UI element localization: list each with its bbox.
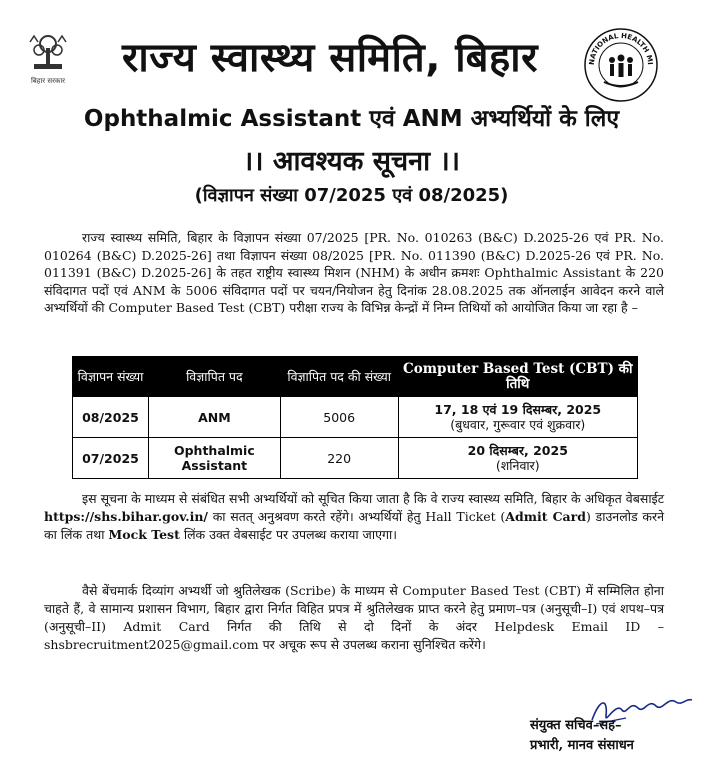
header-count: विज्ञापित पद की संख्या bbox=[280, 357, 398, 397]
signatory-designation bbox=[530, 716, 700, 756]
cell-post: Ophthalmic Assistant bbox=[148, 438, 280, 479]
cell-post: ANM bbox=[148, 397, 280, 438]
para2-text: का सतत् अनुश्रवण करते रहेंगे। अभ्यर्थियों हेतु Hall Ticket ( bbox=[207, 509, 506, 524]
header-post: विज्ञापित पद bbox=[148, 357, 280, 397]
cbt-days: (शनिवार) bbox=[495, 458, 540, 473]
important-notice-heading: ।। आवश्यक सूचना ।। bbox=[243, 146, 460, 177]
website-link[interactable]: https://shs.bihar.gov.in/ bbox=[44, 509, 208, 524]
cell-cbt-date bbox=[398, 397, 637, 438]
notice-subtitle: Ophthalmic Assistant एवं ANM अभ्यर्थियों के लिए bbox=[83, 106, 620, 132]
emblem-caption: बिहार सरकार bbox=[30, 77, 66, 85]
table-header-row bbox=[73, 357, 638, 397]
table-row bbox=[73, 397, 638, 438]
cell-ad-no: 07/2025 bbox=[73, 438, 149, 479]
cell-count: 5006 bbox=[280, 397, 398, 438]
para2-text: ) डाउनलोड करने का लिंक तथा bbox=[44, 509, 665, 542]
advertisement-reference: (विज्ञापन संख्या 07/2025 एवं 08/2025) bbox=[194, 185, 509, 206]
scribe-paragraph: वैसे बेंचमार्क दिव्यांग अभ्यर्थी जो श्रुतिलेखक (Scribe) के माध्यम से Computer Based Test (CBT) में सम्मिलित होना चाहते हैं, वे सामान्य प्रशासन विभाग, बिहार द्वारा निर्गत विहित प्रपत्र में श्रुतिलेखक प्राप्त करने हेतु प्रमाण–पत्र (अनुसूची–I) एवं शपथ–पत्र (अनुसूची–II) Admit Card निर्गत की तिथि से दो दिनों के अंदर Helpdesk Email ID – shsbrecruitment2025@gmail.com पर अचूक रूप से उपलब्ध कराना सुनिश्चित करेंगे। bbox=[44, 583, 664, 652]
cbt-dates: 17, 18 एवं 19 दिसम्बर, 2025 bbox=[434, 402, 602, 417]
national-health-mission-logo-icon bbox=[582, 26, 660, 104]
cbt-days: (बुधवार, गुरूवार एवं शुक्रवार) bbox=[450, 417, 586, 432]
header-ad-no: विज्ञापन संख्या bbox=[73, 357, 149, 397]
designation-line-1: संयुक्त सचिव–सह– bbox=[530, 718, 622, 733]
cell-cbt-date bbox=[398, 438, 637, 479]
cbt-schedule-table bbox=[72, 356, 638, 479]
cell-count: 220 bbox=[280, 438, 398, 479]
organization-title: राज्य स्वास्थ्य समिति, बिहार bbox=[122, 35, 538, 81]
table-row bbox=[73, 438, 638, 479]
website-paragraph bbox=[44, 490, 664, 544]
designation-line-2: प्रभारी, मानव संसाधन bbox=[530, 738, 634, 753]
bodhi-tree-emblem-icon bbox=[26, 34, 70, 72]
mock-test-text: Mock Test bbox=[108, 527, 180, 542]
nhm-logo bbox=[582, 26, 660, 104]
cell-ad-no: 08/2025 bbox=[73, 397, 149, 438]
intro-paragraph: राज्य स्वास्थ्य समिति, बिहार के विज्ञापन संख्या 07/2025 [PR. No. 010263 (B&C) D.2025-26 एवं PR. No. 010264 (B&C) D.2025-26] तथा विज्ञापन संख्या 08/2025 [PR. No. 011390 (B&C) D.2025-26 एवं PR. No. 011391 (B&C) D.2025-26] के तहत राष्ट्रीय स्वास्थ्य मिशन (NHM) के अधीन क्रमशः Ophthalmic Assistant के 220 संविदागत पदों एवं ANM के 5006 संविदागत पदों पर चयन/नियोजन हेतु दिनांक 28.08.2025 तक ऑनलाईन आवेदन करने वाले अभ्यर्थियों की Computer Based Test (CBT) परीक्षा राज्य के विभिन्न केन्द्रों में निम्न तिथियों को आयोजित किया जा रहा है – bbox=[44, 230, 664, 315]
svg-text:NATIONAL HEALTH MISSION: NATIONAL HEALTH MI bbox=[587, 31, 655, 66]
bihar-emblem bbox=[22, 34, 74, 84]
cbt-dates: 20 दिसम्बर, 2025 bbox=[467, 443, 568, 458]
para2-text: इस सूचना के माध्यम से संबंधित सभी अभ्यर्थियों को सूचित किया जाता है कि वे राज्य स्वास्थ्य समिति, बिहार के अधिकृत वेबसाईट bbox=[82, 491, 664, 506]
admit-card-text: Admit Card bbox=[505, 509, 586, 524]
header-cbt-date: Computer Based Test (CBT) की तिथि bbox=[398, 357, 637, 397]
para2-text: लिंक उक्त वेबसाईट पर उपलब्ध कराया जाएगा। bbox=[179, 527, 397, 542]
